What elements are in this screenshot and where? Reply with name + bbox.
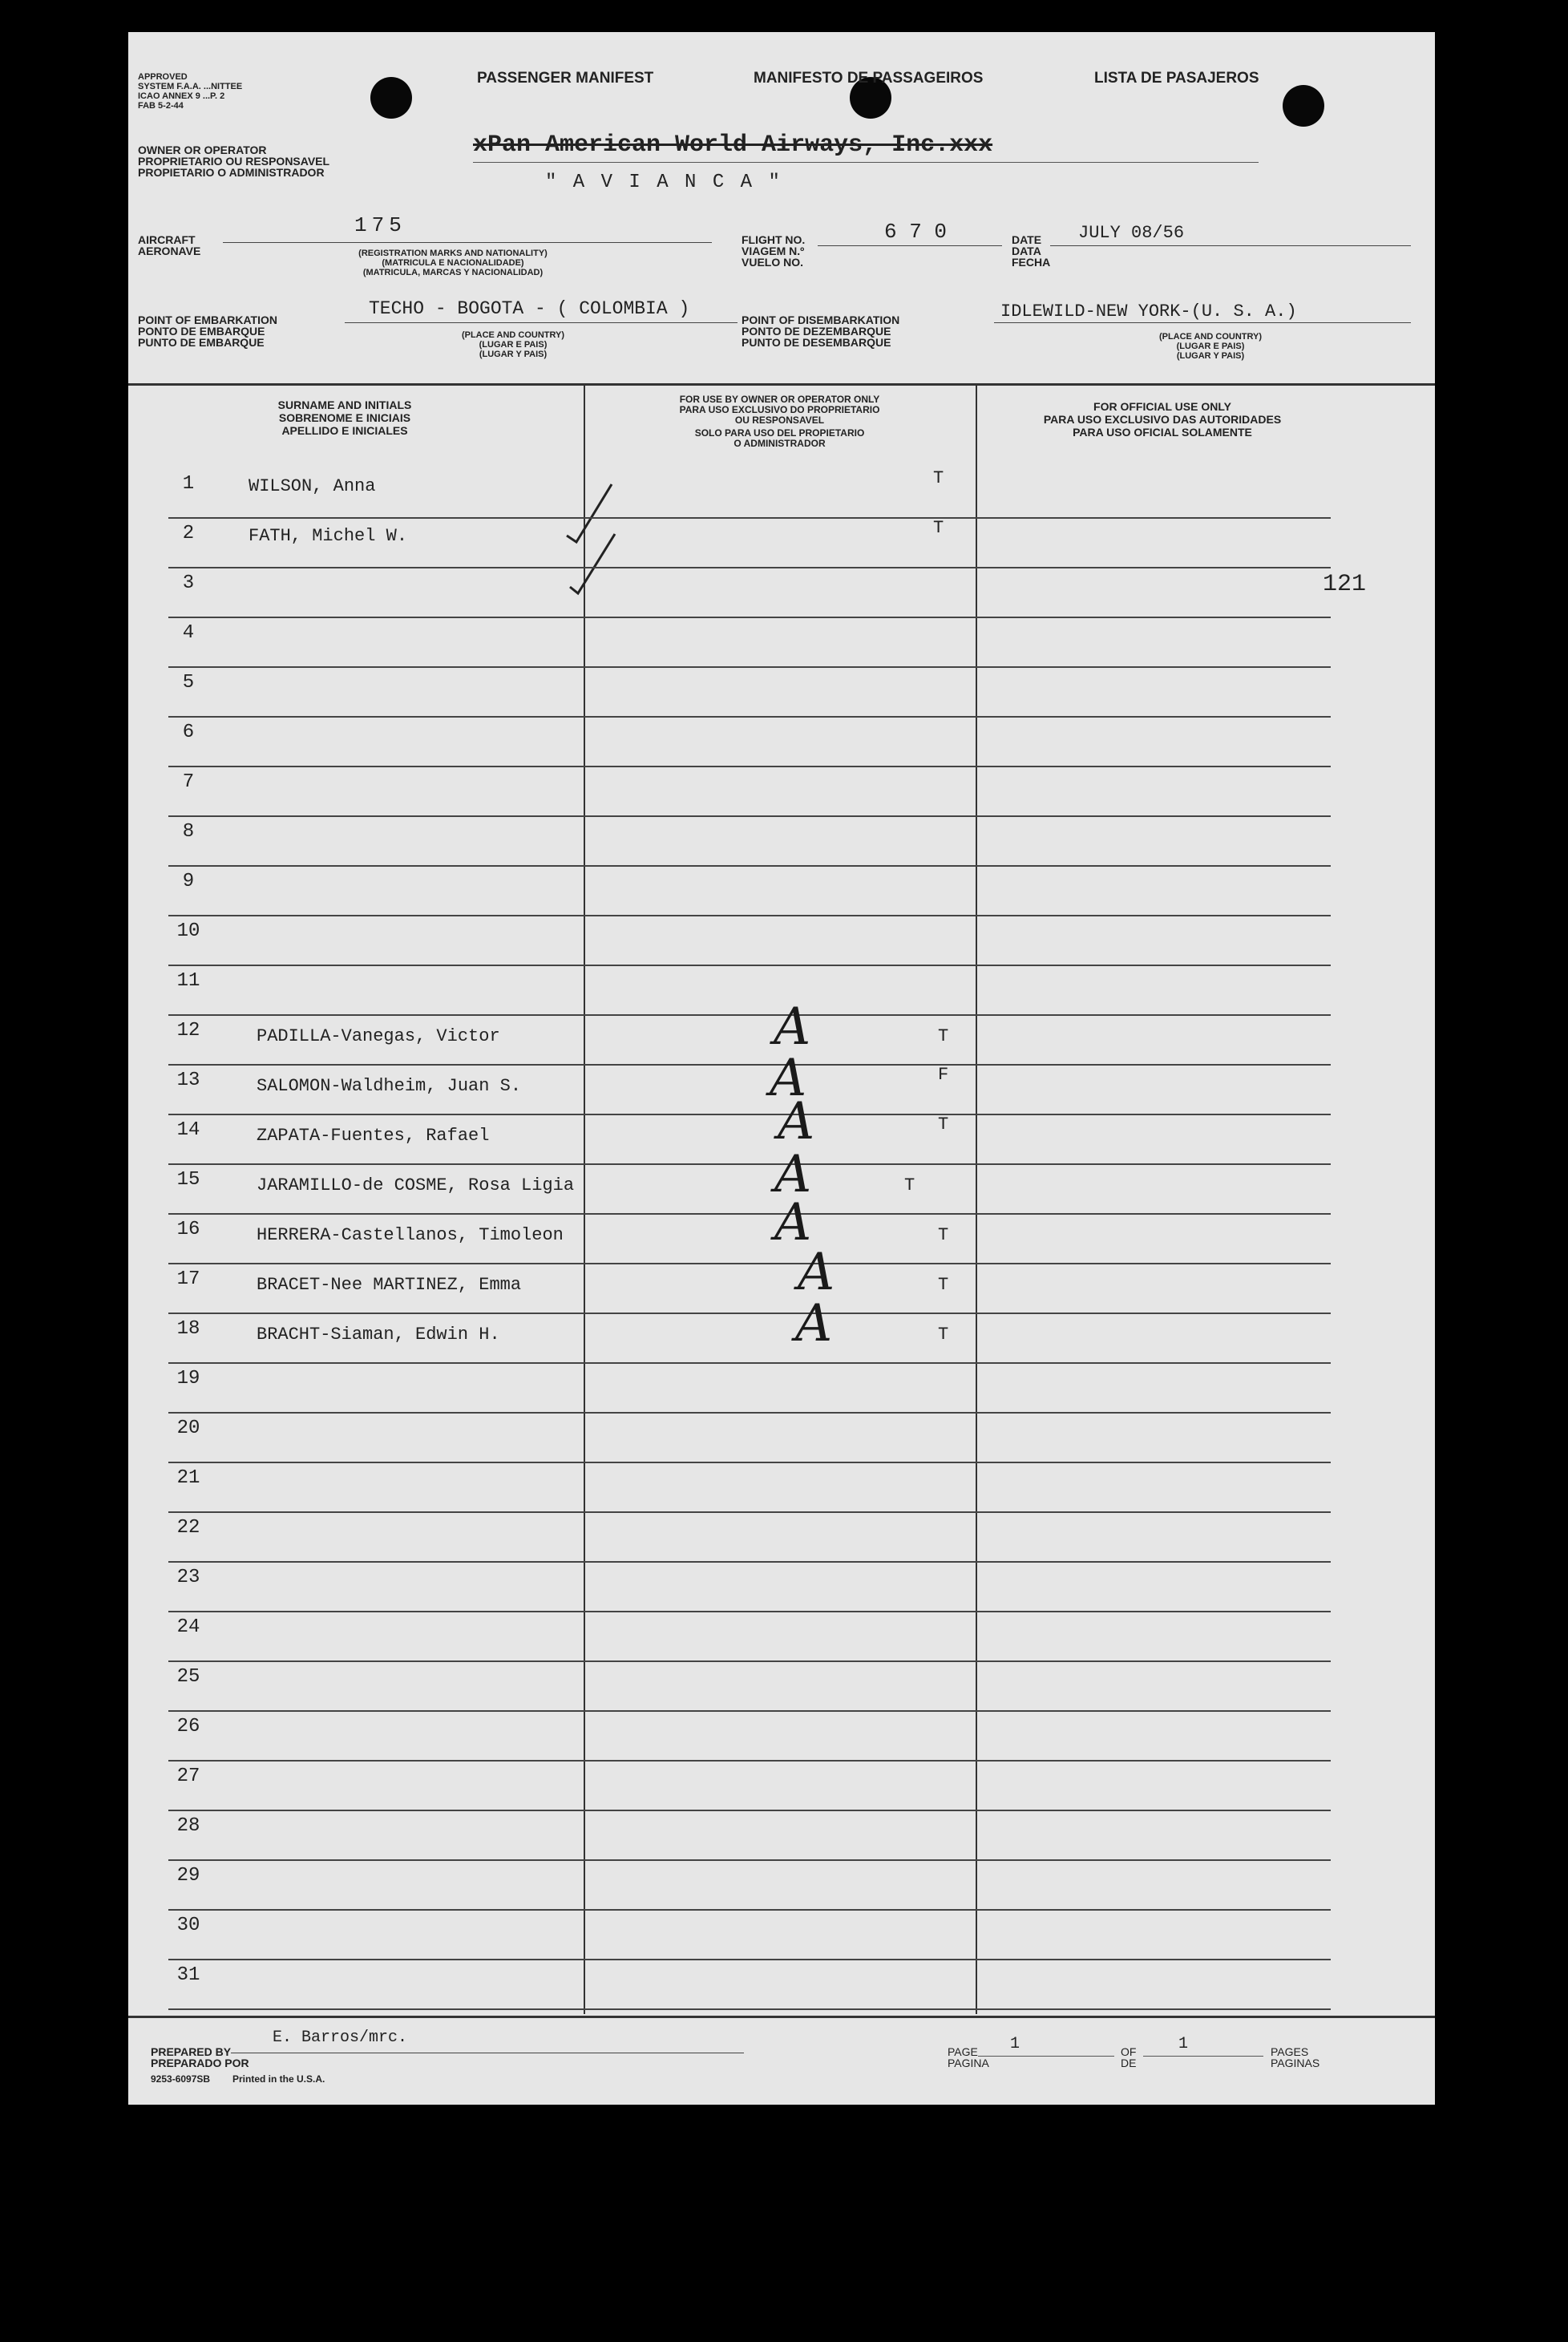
table-bottom-rule	[128, 2016, 1435, 2018]
row-number: 3	[182, 572, 195, 594]
date-underline	[1050, 245, 1411, 246]
passenger-name: FATH, Michel W.	[249, 526, 408, 546]
printed-note: Printed in the U.S.A.	[232, 2073, 325, 2085]
row-number: 20	[176, 1418, 200, 1439]
status-mark: T	[938, 1275, 949, 1295]
approval-line: SYSTEM F.A.A. ...NITTEE	[138, 82, 243, 91]
punch-hole	[370, 77, 412, 119]
manifest-form: APPROVED SYSTEM F.A.A. ...NITTEE ICAO ANNEX 9 ...P. 2 FAB 5-2-44 PASSENGER MANIFEST MANIFESTO DE PASSAGEIROS LISTA DE PASAJEROS OWNER OR OPERATOR PROPRIETARIO OU RESPONSAVEL PROPIETARIO O ADMINISTRADOR xPan American World Airways, Inc.xxx " A V I A N C A " AIRCRAFT AERONAVE 175 (REGISTRATION MARKS AND NATIONALITY) (MATRICULA E NACIONALIDADE) (MATRICULA, MARCAS Y NACIONALIDAD) FLIGHT NO. VIAGEM N.º VUELO NO. 6 7 0 DATE DATA FECHA JULY 08/56 POINT OF EMBARKATION PONTO DE EMBARQUE PUNTO DE EMBARQUE TECHO - BOGOTA - ( COLOMBIA ) (PLACE AND COUNTRY) (LUGAR E PAIS) (LUGAR Y PAIS) POINT OF DISEMBARKATION PONTO DE DEZEMBARQUE PUNTO DE DESEMBARQUE IDLEWILD-NEW YORK-(U. S. A.) (PLACE AND COUNTRY) (LUGAR E PAIS) (LUGAR Y PAIS) SURNAME AND INITIALS SOBRENOME E INICIAIS APELLIDO E INICIALES FOR USE BY OWNER OR OPERATOR ONLY PARA USO EXCLUSIVO DO PROPRIETARIO OU RESPONSAVEL SOLO PARA USO DEL PROPIETARIO O ADMINISTRADOR FOR OFFICIAL USE ONLY PARA USO EXCLUSIVO DAS AUTORIDADES PARA USO OFICIAL SOLAMENTE 121 1 WILSON, Anna T 2 FATH, Michel W. T 3 4 5 6 7 8 9 10 11 12 PADILLA-Vanegas, Victor T 13 SALOMON-Waldheim, Juan S. F 14 ZAPATA-Fuentes, Rafael T 15 JARAMILLO-de COSME, Rosa Ligia T 16 HERRERA-Castellanos, Timoleon T 17 BRACET-Nee MARTINEZ, Emma T 18 BRACHT-Siaman, Edwin H. T 19 20 21 22 23 24 25 26 27 28 29 30 31 A A A A A A A PREPARED BY PREPARADO POR E. Barros/mrc. 9253-6097SB Printed in the U.S.A. PAGE PAGINA 1 OF DE 1 PAGES PAGINAS	[128, 32, 1435, 2105]
row-number: 30	[176, 1915, 200, 1936]
row-number: 19	[176, 1368, 200, 1389]
aircraft-value: 175	[354, 213, 406, 237]
table-row	[128, 568, 1435, 617]
passenger-name: JARAMILLO-de COSME, Rosa Ligia	[257, 1175, 575, 1195]
owner-label: PROPRIETARIO OU RESPONSAVEL	[138, 155, 330, 168]
embark-label: POINT OF EMBARKATION	[138, 313, 277, 326]
place-caption: (PLACE AND COUNTRY)	[461, 330, 565, 340]
aircraft-underline	[223, 242, 712, 243]
page-value: 1	[1010, 2035, 1020, 2053]
flight-value: 6 7 0	[884, 220, 948, 244]
table-row	[128, 767, 1435, 816]
table-row	[128, 1960, 1435, 2009]
status-mark: T	[904, 1175, 915, 1195]
title-es: LISTA DE PASAJEROS	[1094, 70, 1259, 87]
disembark-label: PONTO DE DEZEMBARQUE	[742, 325, 891, 338]
table-row	[128, 1860, 1435, 1910]
table-row	[128, 1462, 1435, 1512]
handwritten-mark: A	[774, 1145, 812, 1204]
table-top-rule	[128, 383, 1435, 386]
row-number: 27	[176, 1766, 200, 1787]
row-number: 17	[176, 1268, 200, 1290]
passenger-name: SALOMON-Waldheim, Juan S.	[257, 1076, 522, 1096]
aircraft-label: AERONAVE	[138, 245, 201, 257]
prepared-label: PREPARADO POR	[151, 2057, 249, 2069]
status-mark: T	[933, 468, 944, 488]
row-number: 22	[176, 1517, 200, 1539]
row-number: 31	[176, 1964, 200, 1986]
registration-caption: (MATRICULA, MARCAS Y NACIONALIDAD)	[362, 268, 544, 277]
table-row	[128, 1562, 1435, 1612]
page-label: PAGINA	[948, 2057, 989, 2069]
table-row	[128, 667, 1435, 717]
table-row	[128, 617, 1435, 667]
table-row	[128, 1413, 1435, 1462]
disembark-underline	[994, 322, 1411, 323]
prepared-value: E. Barros/mrc.	[273, 2029, 408, 2047]
prepared-label: PREPARED BY	[151, 2045, 232, 2058]
page-underline	[978, 2056, 1114, 2057]
passenger-name: BRACET-Nee MARTINEZ, Emma	[257, 1275, 522, 1295]
table-row	[128, 1264, 1435, 1313]
of-label: DE	[1121, 2057, 1137, 2069]
date-label: DATA	[1012, 245, 1041, 257]
owner-label: PROPIETARIO O ADMINISTRADOR	[138, 166, 325, 179]
embark-value: TECHO - BOGOTA - ( COLOMBIA )	[369, 298, 690, 319]
table-row	[128, 816, 1435, 866]
table-row	[128, 717, 1435, 767]
row-number: 11	[176, 970, 200, 992]
row-number: 18	[176, 1318, 200, 1340]
passenger-name: WILSON, Anna	[249, 476, 376, 496]
embark-label: PUNTO DE EMBARQUE	[138, 336, 265, 349]
row-number: 7	[182, 771, 195, 793]
approval-line: FAB 5-2-44	[138, 101, 184, 111]
of-label: OF	[1121, 2045, 1137, 2058]
flight-label: FLIGHT NO.	[742, 233, 806, 246]
approval-line: APPROVED	[138, 72, 188, 82]
registration-caption: (REGISTRATION MARKS AND NATIONALITY)	[358, 249, 548, 258]
status-mark: F	[938, 1065, 949, 1085]
passenger-name: ZAPATA-Fuentes, Rafael	[257, 1126, 490, 1146]
pages-label: PAGINAS	[1271, 2057, 1320, 2069]
row-number: 12	[176, 1020, 200, 1042]
margin-number: 121	[1323, 571, 1367, 598]
pages-label: PAGES	[1271, 2045, 1309, 2058]
row-number: 25	[176, 1666, 200, 1688]
row-number: 10	[176, 920, 200, 942]
date-label: FECHA	[1012, 256, 1051, 269]
table-row	[128, 1761, 1435, 1810]
aircraft-label: AIRCRAFT	[138, 233, 196, 246]
punch-hole	[1283, 85, 1324, 127]
date-value: JULY 08/56	[1078, 223, 1185, 243]
table-row	[128, 518, 1435, 568]
row-number: 28	[176, 1815, 200, 1837]
row-number: 8	[182, 821, 195, 843]
form-number: 9253-6097SB	[151, 2073, 211, 2085]
place-caption: (LUGAR E PAIS)	[1176, 342, 1245, 351]
embark-label: PONTO DE EMBARQUE	[138, 325, 265, 338]
row-number: 1	[182, 473, 195, 495]
row-number: 9	[182, 871, 195, 892]
handwritten-mark: A	[774, 997, 811, 1057]
passenger-name: BRACHT-Siaman, Edwin H.	[257, 1325, 500, 1345]
operator-struck: xPan American World Airways, Inc.xxx	[473, 131, 993, 159]
status-mark: T	[938, 1325, 949, 1345]
row-number: 23	[176, 1567, 200, 1588]
operator-value: " A V I A N C A "	[545, 172, 782, 193]
table-row	[128, 468, 1435, 518]
approval-line: ICAO ANNEX 9 ...P. 2	[138, 91, 225, 101]
row-number: 16	[176, 1219, 200, 1240]
title-en: PASSENGER MANIFEST	[477, 70, 654, 87]
place-caption: (LUGAR E PAIS)	[479, 340, 548, 350]
table-row	[128, 866, 1435, 916]
row-number: 15	[176, 1169, 200, 1191]
handwritten-mark: A	[778, 1092, 815, 1151]
table-row	[128, 1910, 1435, 1960]
row-number: 5	[182, 672, 195, 694]
table-row	[128, 1313, 1435, 1363]
row-number: 24	[176, 1616, 200, 1638]
place-caption: (LUGAR Y PAIS)	[479, 350, 548, 359]
status-mark: T	[938, 1114, 949, 1135]
disembark-label: POINT OF DISEMBARKATION	[742, 313, 900, 326]
of-value: 1	[1178, 2035, 1189, 2053]
embark-underline	[345, 322, 738, 323]
row-number: 29	[176, 1865, 200, 1887]
disembark-value: IDLEWILD-NEW YORK-(U. S. A.)	[1000, 301, 1297, 322]
table-row	[128, 1363, 1435, 1413]
row-number: 13	[176, 1070, 200, 1091]
row-rule	[168, 2008, 1331, 2010]
flight-underline	[818, 245, 1002, 246]
handwritten-mark: A	[798, 1243, 835, 1302]
place-caption: (LUGAR Y PAIS)	[1176, 351, 1245, 361]
page-label: PAGE	[948, 2045, 978, 2058]
handwritten-mark: A	[770, 1049, 807, 1108]
table-row	[128, 1711, 1435, 1761]
status-mark: T	[938, 1026, 949, 1046]
table-row	[128, 1512, 1435, 1562]
of-underline	[1143, 2056, 1263, 2057]
passenger-name: HERRERA-Castellanos, Timoleon	[257, 1225, 564, 1245]
row-number: 4	[182, 622, 195, 644]
place-caption: (PLACE AND COUNTRY)	[1158, 332, 1263, 342]
status-mark: T	[938, 1225, 949, 1245]
title-pt: MANIFESTO DE PASSAGEIROS	[754, 70, 984, 87]
row-number: 26	[176, 1716, 200, 1737]
row-number: 6	[182, 722, 195, 743]
flight-label: VIAGEM N.º	[742, 245, 805, 257]
operator-underline	[473, 162, 1259, 163]
owner-label: OWNER OR OPERATOR	[138, 144, 267, 156]
handwritten-mark: A	[795, 1294, 833, 1353]
table-row	[128, 1661, 1435, 1711]
handwritten-mark: A	[774, 1193, 812, 1252]
table-row	[128, 1810, 1435, 1860]
table-row	[128, 1612, 1435, 1661]
row-number: 14	[176, 1119, 200, 1141]
row-number: 2	[182, 523, 195, 544]
registration-caption: (MATRICULA E NACIONALIDADE)	[382, 258, 524, 268]
flight-label: VUELO NO.	[742, 256, 804, 269]
status-mark: T	[933, 518, 944, 538]
date-label: DATE	[1012, 233, 1042, 246]
disembark-label: PUNTO DE DESEMBARQUE	[742, 336, 891, 349]
table-row	[128, 916, 1435, 965]
passenger-name: PADILLA-Vanegas, Victor	[257, 1026, 500, 1046]
row-number: 21	[176, 1467, 200, 1489]
